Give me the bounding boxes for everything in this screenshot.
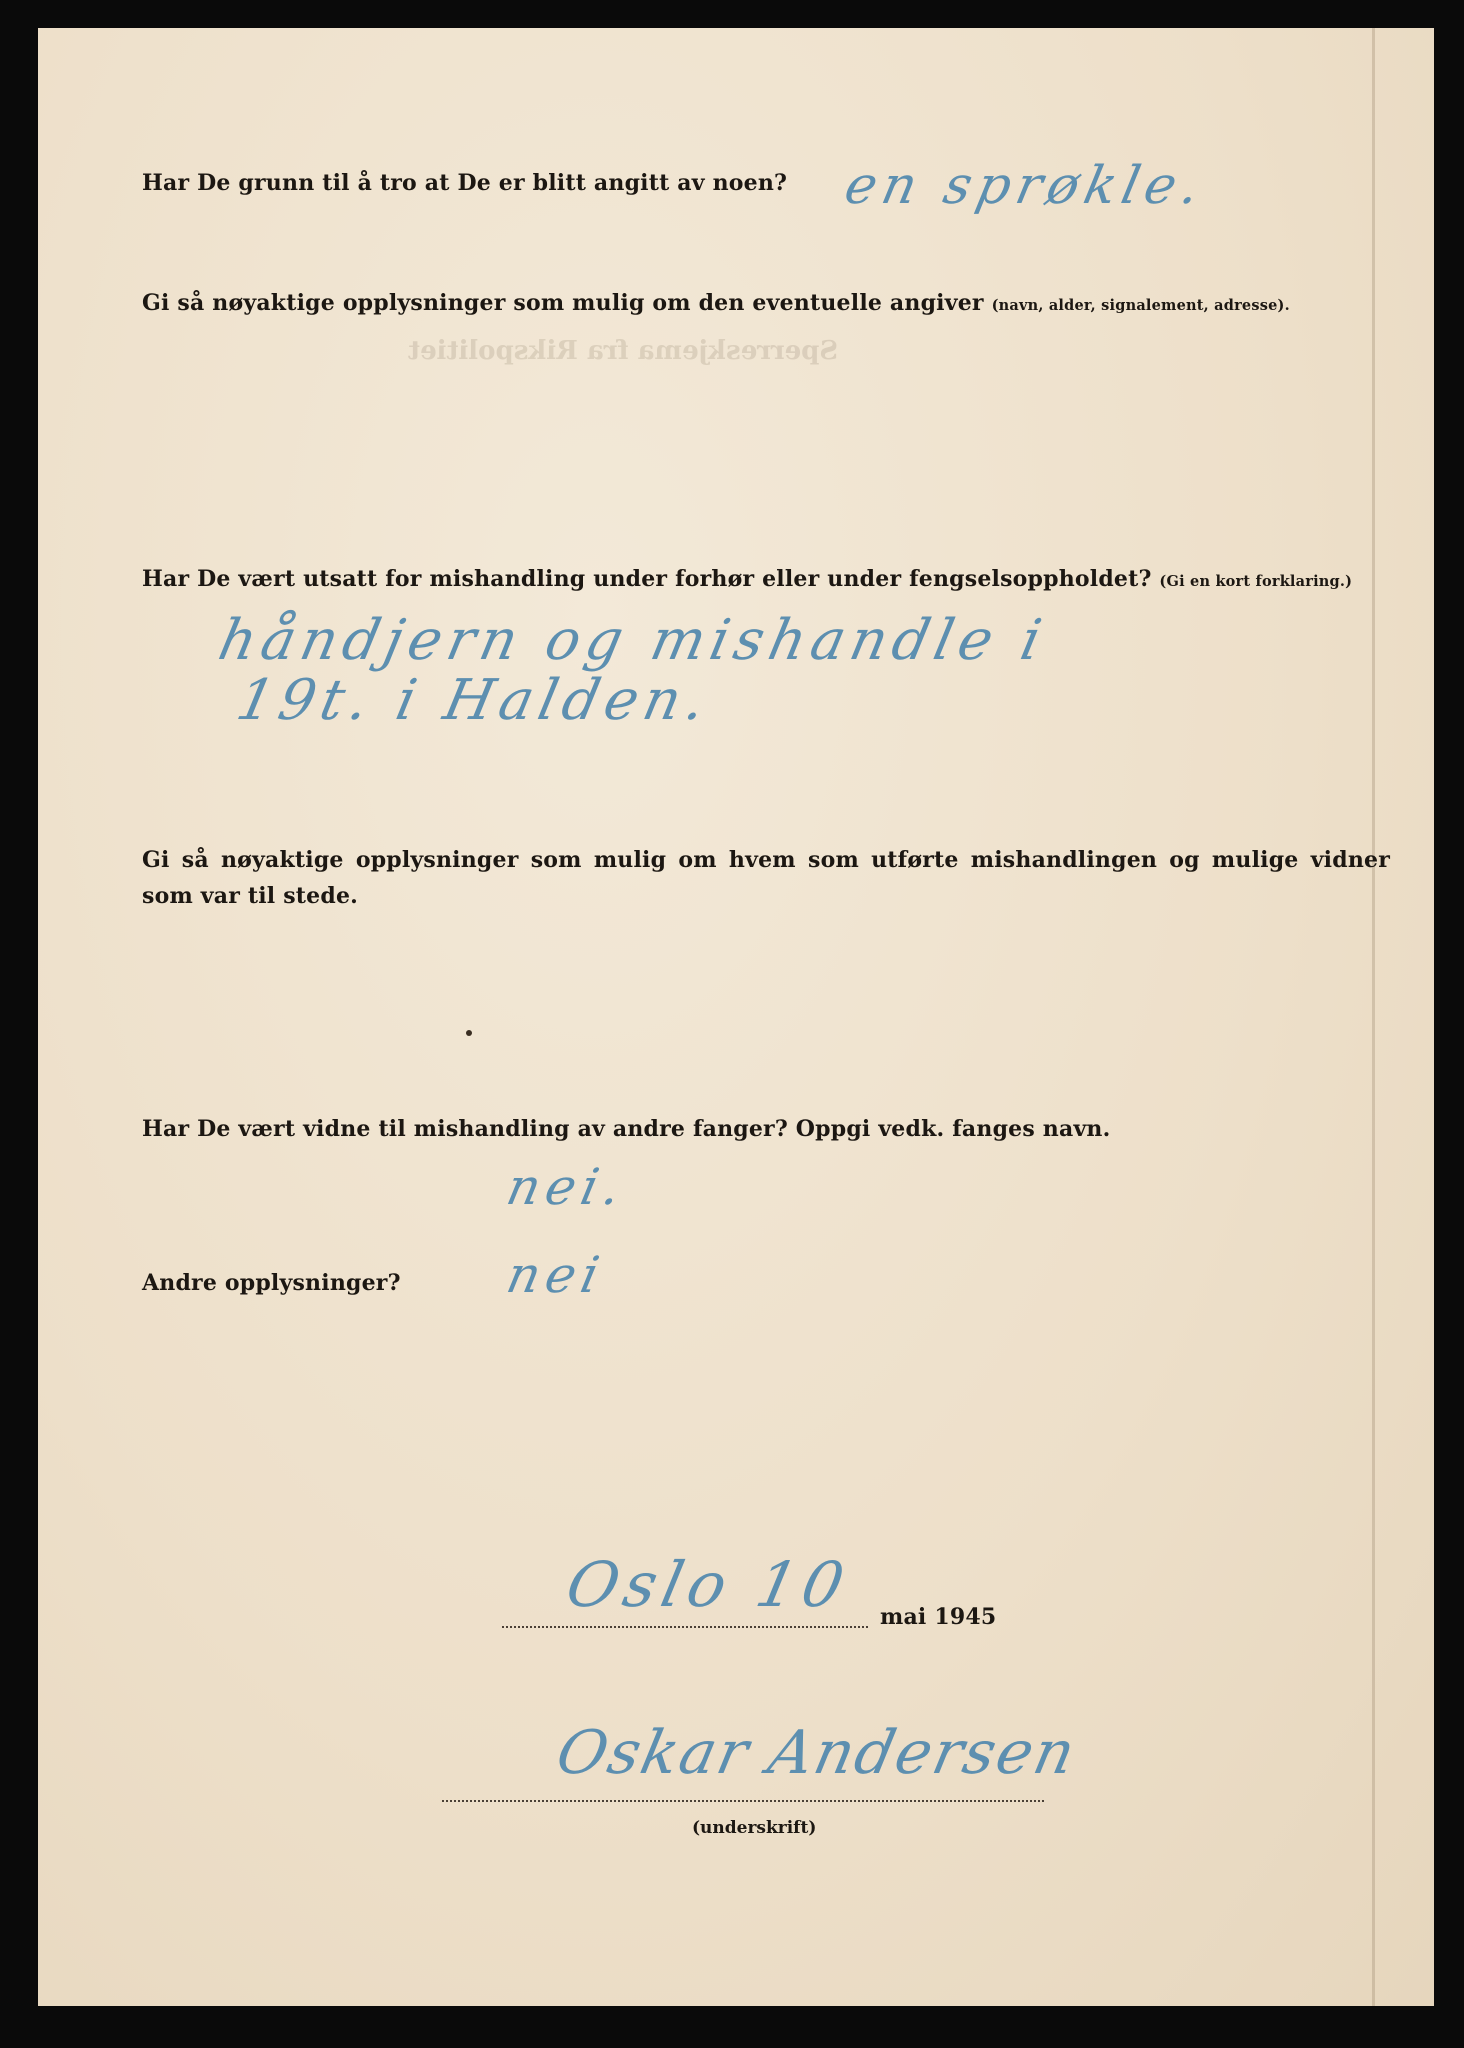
ink-speck xyxy=(466,1030,472,1036)
answer-angitt: en sprøkle. xyxy=(839,156,1211,216)
answer-andre: nei xyxy=(501,1246,610,1304)
question-angiver-text: Gi så nøyaktige opplysninger som mulig om den eventuelle angiver xyxy=(142,290,984,316)
question-vidne: Har De vært vidne til mishandling av andre fanger? Oppgi vedk. fanges navn. xyxy=(142,1116,1111,1142)
question-mishandling-text: Har De vært utsatt for mishandling under forhør eller under fengselsoppholdet? xyxy=(142,566,1152,592)
signature: Oskar Andersen xyxy=(550,1718,1083,1788)
signature-line xyxy=(442,1800,1044,1802)
answer-mishandling-line1: håndjern og mishandle i xyxy=(213,608,1053,673)
question-angiver xyxy=(142,290,1290,316)
question-angiver-note: (navn, alder, signalement, adresse). xyxy=(991,297,1290,314)
question-angitt: Har De grunn til å tro at De er blitt angitt av noen? xyxy=(142,170,788,196)
answer-place-date: Oslo 10 xyxy=(560,1548,857,1621)
answer-mishandling-line2: 19t. i Halden. xyxy=(231,668,717,733)
question-utforte: Gi så nøyaktige opplysninger som mulig om hvem som utførte mishandlingen og mulige vidner som var til stede. xyxy=(142,847,1390,909)
bleed-through: Sperreskjema fra Rikspolitiet xyxy=(408,336,839,366)
question-andre: Andre opplysninger? xyxy=(142,1270,401,1296)
question-mishandling-note: (Gi en kort forklaring.) xyxy=(1159,573,1353,590)
fold-line xyxy=(1372,28,1375,2006)
signature-label: (underskrift) xyxy=(692,1818,817,1838)
date-month-year: mai 1945 xyxy=(880,1604,997,1630)
form-page xyxy=(38,28,1434,2006)
answer-vidne: nei. xyxy=(501,1158,632,1216)
question-mishandling xyxy=(142,566,1352,592)
date-line xyxy=(502,1626,868,1628)
